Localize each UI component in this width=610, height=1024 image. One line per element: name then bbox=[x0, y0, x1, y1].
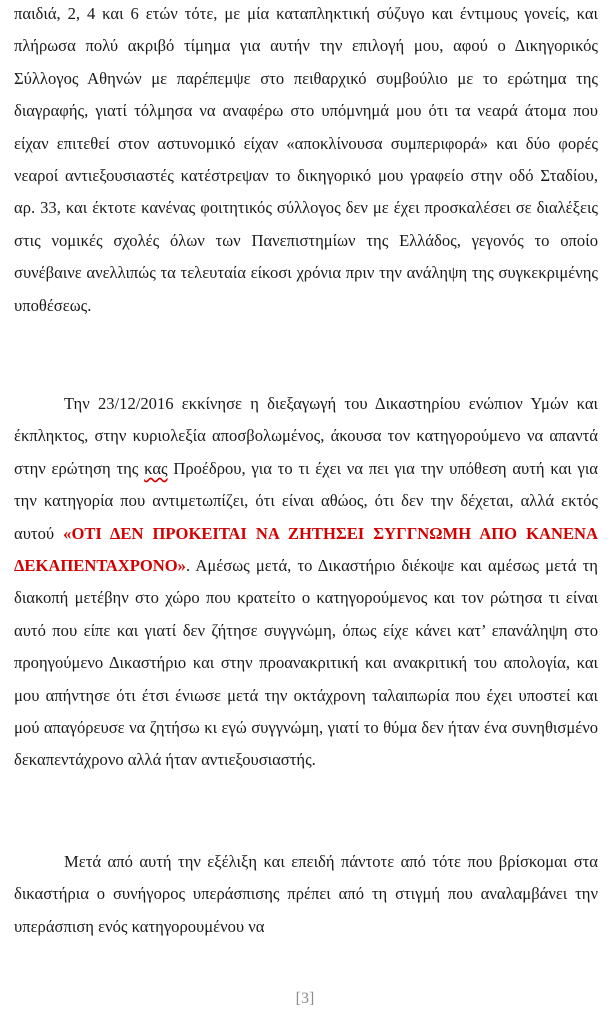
paragraph-2-underlined-word: κας bbox=[144, 458, 168, 478]
paragraph-1: παιδιά, 2, 4 και 6 ετών τότε, με μία καταπληκτική σύζυγο και έντιμους γονείς, και πλήρωσα πολύ ακριβό τίμημα για αυτήν την επιλογή μου, αφού ο Δικηγορικός Σύλλογος Αθηνών με παρέπεμψε στο πειθαρχικό συμβούλιο με το ερώτημα της διαγραφής, γιατί τόλμησα να αναφέρω στο υπόμνημά μου ότι τα νεαρά άτομα που είχαν επιτεθεί στον αστυνομικό είχαν «αποκλίνουσα συμπεριφορά» και δύο φορές νεαροί αντιεξουσιαστές κατέστρεψαν το δικηγορικό μου γραφείο στην οδό Σταδίου, αρ. 33, και έκτοτε κανένας φοιτητικός σύλλογος δεν με έχει προσκαλέσει σε διαλέξεις στις νομικές σχολές όλων των Πανεπιστημίων της Ελλάδος, γεγονός το οποίο συνέβαινε ανελλιπώς τα τελευταία είκοσι χρόνια πριν την ανάληψη της συγκεκριμένης υποθέσεως. bbox=[14, 4, 598, 315]
paragraph-2-text-b: Προέδρου, για το τι έχει να πει για την υπόθεση αυτή και για την κατηγορία που αντιμετωπίζει, ότι είναι αθώος, ότι δεν την δέχεται, αλλά εκτός αυτού bbox=[14, 458, 598, 543]
paragraph-2-text-c: . Αμέσως μετά, το Δικαστήριο διέκοψε και αμέσως μετά τη διακοπή μετέβην στο χώρο που κρατείτο ο κατηγορούμενος και τον ρώτησα τι είναι αυτό που είπε και γιατί δεν ζήτησε συγγνώμη, όπως είχε κάνει κατ’ επανάληψη στο προηγούμενο Δικαστήριο και στην προανακριτική και ανακριτική του απολογία, και μου απήντησε ότι έτσι ένιωσε μετά την οκτάχρονη ταλαιπωρία που έχει υποστεί και μού απαγόρευσε να ζητήσω κι εγώ συγγνώμη, γιατί το θύμα δεν ήταν ένα συνηθισμένο δεκαπεντάχρονο αλλά ήταν αντιεξουσιαστής. bbox=[14, 556, 598, 770]
paragraph-3: Μετά από αυτή την εξέλιξη και επειδή πάντοτε από τότε που βρίσκομαι στα δικαστήρια ο συνήγορος υπεράσπισης πρέπει από τη στιγμή που αναλαμβάνει την υπεράσπιση ενός κατηγορουμένου να bbox=[14, 852, 598, 936]
red-highlight-quote: «ΟΤΙ ΔΕΝ ΠΡΟΚΕΙΤΑΙ ΝΑ ΖΗΤΗΣΕΙ ΣΥΓΓΝΩΜΗ ΑΠΟ ΚΑΝΕΝΑ ΔΕΚΑΠΕΝΤΑΧΡΟΝΟ» bbox=[14, 523, 598, 576]
paragraph-2 bbox=[14, 388, 598, 777]
page-number: [3] bbox=[295, 990, 315, 1007]
paragraph-2-text-a: Την 23/12/2016 εκκίνησε η διεξαγωγή του Δικαστηρίου ενώπιον Υμών και έκπληκτος, στην κυριολεξία αποσβολωμένος, άκουσα τον κατηγορούμενο να απαντά στην ερώτηση της bbox=[14, 394, 598, 478]
